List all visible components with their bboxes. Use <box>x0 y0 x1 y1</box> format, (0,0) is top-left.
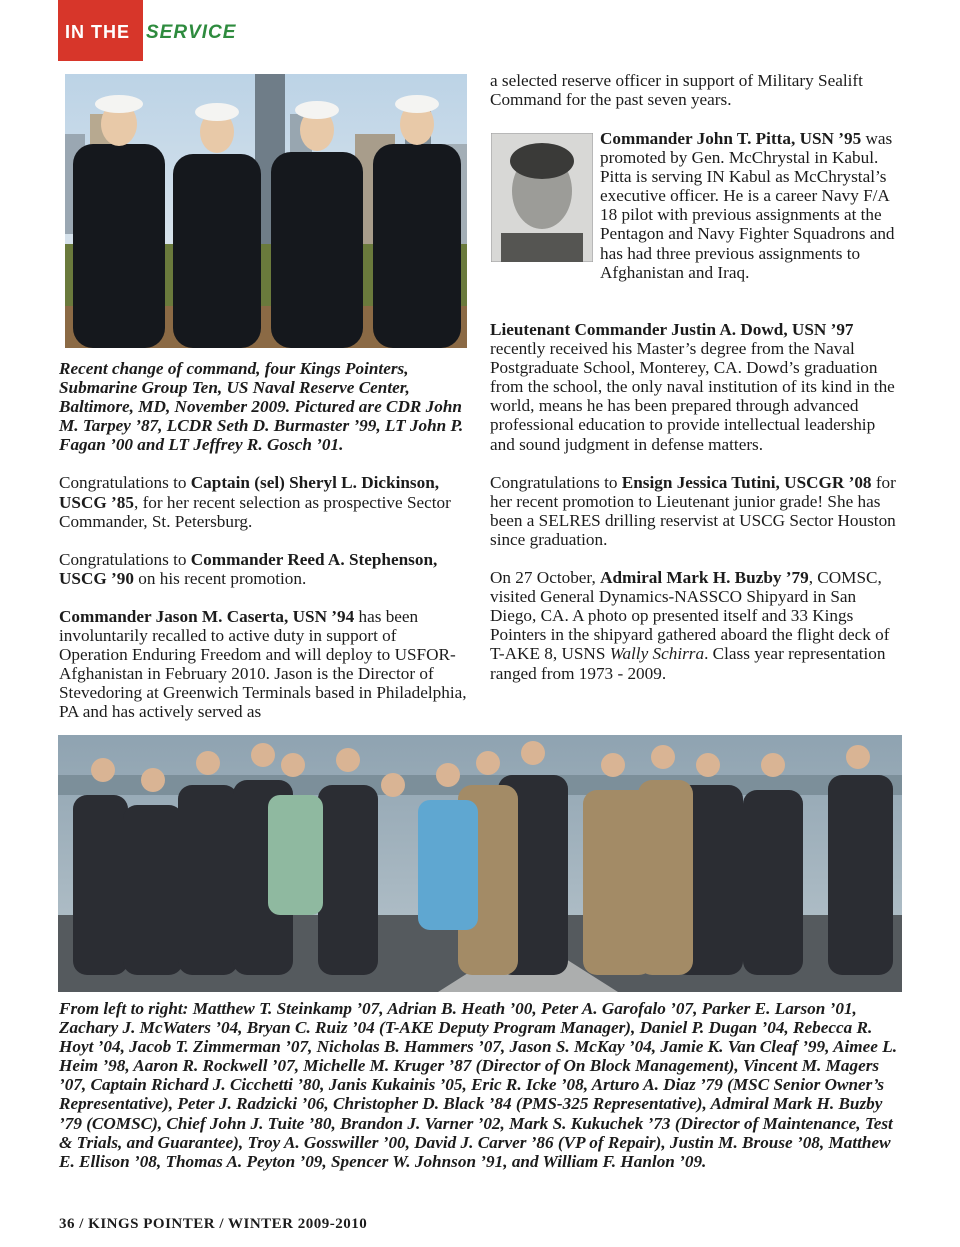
pitta-paragraph: Commander John T. Pitta, USN ’95 was promoted by Gen. McChrystal in Kabul. Pitta is serving IN Kabul as McChrystal’s executive officer. He is a career Navy F/A 18 pilot with previous assignments at the Pentagon and Navy Fighter Squadrons and has had three previous assignments to Afghanistan and Iraq. <box>600 129 895 282</box>
right-column <box>490 320 902 702</box>
officers-photo <box>65 74 467 348</box>
group-photo-caption: From left to right: Matthew T. Steinkamp ’07, Adrian B. Heath ’00, Peter A. Garofalo ’07, Parker E. Larson ’01, Zachary J. McWaters ’04, Bryan C. Ruiz ’04 (T-AKE Deputy Program Manager), Daniel P. Dugan ’04, Rebecca R. Hoyt ’04, Jacob T. Zimmerman ’07, Nicholas B. Hammers ’07, Jason S. McKay ’04, Jamie K. Van Cleaf ’99, Aimee L. Heim ’98, Aaron R. Rockwell ’07, Michelle M. Kruger ’87 (Director of On Block Management), Vincent M. Magers ’07, Captain Richard J. Cicchetti ’80, Janis Kukainis ’05, Eric R. Icke ’08, Arturo A. Diaz ’79 (MSC Senior Owner’s Representative), Peter J. Radzicki ’06, Christopher D. Black ’84 (PMS-325 Representative), Admiral Mark H. Buzby ’79 (COMSC), Chief John J. Tuite ’80, Brandon J. Varner ’02, Mark S. Kukuchek ’73 (Director of Maintenance, Test & Trials, and Guarantee), Troy A. Gosswiller ’00, David J. Carver ’86 (VP of Repair), Justin M. Brouse ’08, Matthew E. Ellison ’08, Thomas A. Peyton ’09, Spencer W. Johnson ’91, and William F. Hanlon ’09. <box>59 999 898 1171</box>
dickinson-paragraph: Congratulations to Captain (sel) Sheryl L. Dickinson, USCG ’85, for her recent selection as prospective Sector Commander, St. Petersburg. <box>59 473 451 531</box>
caserta-paragraph: Commander Jason M. Caserta, USN ’94 has been involuntarily recalled to active duty in support of Operation Enduring Freedom and will deploy to USFOR-Afghanistan in February 2010. Jason is the Director of Stevedoring at Greenwich Terminals based in Philadelphia, PA and has actively served as <box>59 606 467 722</box>
buzby-name: Admiral Mark H. Buzby ’79 <box>600 568 809 588</box>
section-title: SERVICE <box>146 22 237 43</box>
dowd-name: Lieutenant Commander Justin A. Dowd, USN ’97 <box>490 320 854 339</box>
buzby-paragraph: On 27 October, Admiral Mark H. Buzby ’79, COMSC, visited General Dynamics-NASSCO Shipyard in San Diego, CA. A photo op presented itself and 33 Kings Pointers in the shipyard gathered aboard the flight deck of T-AKE 8, USNS Wally Schirra. Class year representation ranged from 1973 - 2009. <box>490 568 890 683</box>
officers-photo-caption: Recent change of command, four Kings Pointers, Submarine Group Ten, US Naval Reserve Center, Baltimore, MD, November 2009. Pictured are CDR John M. Tarpey ’87, LCDR Seth D. Burmaster ’99, LT John P. Fagan ’00 and LT Jeffrey R. Gosch ’01. <box>59 359 464 455</box>
stephenson-paragraph: Congratulations to Commander Reed A. Stephenson, USCG ’90 on his recent promotion. <box>59 549 438 588</box>
caserta-continuation: a selected reserve officer in support of Military Sealift Command for the past seven years. <box>490 71 863 110</box>
section-tag-label: IN THE <box>65 22 131 42</box>
pitta-name: Commander John T. Pitta, USN ’95 <box>600 129 862 148</box>
dowd-paragraph: Lieutenant Commander Justin A. Dowd, USN ’97 recently received his Master’s degree from the Naval Postgraduate School, Monterey, CA. Dowd’s graduation from the school, the only naval institution of its kind in the world, means he has been prepared through advanced professional education to provide intellectual leadership and sound judgment in defense matters. <box>490 320 895 454</box>
page-footer: 36 / KINGS POINTER / WINTER 2009-2010 <box>59 1216 368 1232</box>
stephenson-name: Commander Reed A. Stephenson, USCG ’90 <box>59 549 438 588</box>
tutini-name: Ensign Jessica Tutini, USCGR ’08 <box>621 472 872 492</box>
right-column-top <box>490 71 902 128</box>
left-column <box>59 359 469 741</box>
pitta-section <box>490 129 902 282</box>
tutini-paragraph: Congratulations to Ensign Jessica Tutini, USCGR ’08 for her recent promotion to Lieutenant junior grade! She has been a SELRES drilling reservist at USCG Sector Houston since graduation. <box>490 472 896 549</box>
dickinson-name: Captain (sel) Sheryl L. Dickinson, USCG ’85 <box>59 473 440 512</box>
caserta-name: Commander Jason M. Caserta, USN ’94 <box>59 606 355 626</box>
ship-name: Wally Schirra <box>609 644 705 664</box>
group-photo <box>58 735 902 992</box>
